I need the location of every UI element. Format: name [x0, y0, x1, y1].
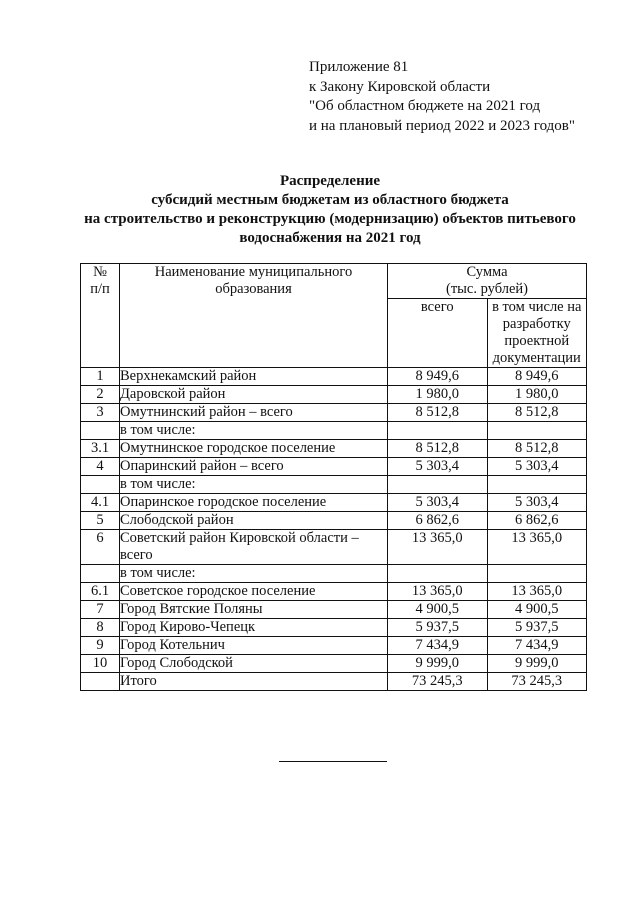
- header-sum-line-2: (тыс. рублей): [446, 281, 528, 297]
- row-number: [81, 565, 120, 583]
- row-total: 9 999,0: [388, 655, 488, 673]
- row-total: 73 245,3: [388, 673, 488, 691]
- row-name: Верхнекамский район: [120, 368, 388, 386]
- row-design: 1 980,0: [487, 386, 587, 404]
- header-name-line-1: Наименование муниципального: [154, 264, 353, 280]
- row-number: [81, 422, 120, 440]
- row-number: 8: [81, 619, 120, 637]
- row-total: 5 303,4: [388, 494, 488, 512]
- row-total: 13 365,0: [388, 530, 488, 565]
- row-total: 13 365,0: [388, 583, 488, 601]
- row-number: [81, 673, 120, 691]
- row-name: Итого: [120, 673, 388, 691]
- table-header: [81, 264, 587, 368]
- row-number: [81, 476, 120, 494]
- table-row: [81, 565, 587, 583]
- table-body: [81, 368, 587, 691]
- row-total: [388, 422, 488, 440]
- row-total: 8 512,8: [388, 440, 488, 458]
- row-name: [120, 530, 388, 565]
- row-design: 73 245,3: [487, 673, 587, 691]
- table-row: [81, 637, 587, 655]
- row-name-line-2: всего: [120, 547, 153, 563]
- row-number: 6: [81, 530, 120, 565]
- row-number: 10: [81, 655, 120, 673]
- header-total: [388, 299, 488, 368]
- row-design: 8 512,8: [487, 440, 587, 458]
- row-total: [388, 565, 488, 583]
- row-name-line-1: Советский район Кировской области –: [120, 530, 359, 546]
- row-name: Слободской район: [120, 512, 388, 530]
- row-name: Даровской район: [120, 386, 388, 404]
- table-row: [81, 422, 587, 440]
- table-row: [81, 655, 587, 673]
- title-line-3: на строительство и реконструкцию (модернизацию) объектов питьевого: [84, 211, 576, 227]
- row-design: 9 999,0: [487, 655, 587, 673]
- header-number-line-2: п/п: [90, 281, 110, 297]
- row-number: 4.1: [81, 494, 120, 512]
- row-total: 5 937,5: [388, 619, 488, 637]
- header-sum: [388, 264, 587, 299]
- subsidy-table: [80, 263, 587, 691]
- table-row-total: [81, 673, 587, 691]
- row-number: 3: [81, 404, 120, 422]
- row-design: 13 365,0: [487, 530, 587, 565]
- row-design: 5 303,4: [487, 494, 587, 512]
- table-row: [81, 440, 587, 458]
- row-total: 1 980,0: [388, 386, 488, 404]
- header-number: [81, 264, 120, 368]
- table-row: [81, 619, 587, 637]
- header-total-label: всего: [420, 299, 454, 315]
- row-total: 7 434,9: [388, 637, 488, 655]
- header-design-line-3: проектной: [504, 333, 570, 349]
- row-name: в том числе:: [120, 422, 388, 440]
- table-row: [81, 386, 587, 404]
- header-design: [487, 299, 587, 368]
- row-design: 8 949,6: [487, 368, 587, 386]
- row-number: 5: [81, 512, 120, 530]
- row-name: в том числе:: [120, 565, 388, 583]
- appendix-line-4: и на плановый период 2022 и 2023 годов": [309, 117, 575, 134]
- row-number: 4: [81, 458, 120, 476]
- row-number: 9: [81, 637, 120, 655]
- row-number: 2: [81, 386, 120, 404]
- document-title: [60, 172, 600, 248]
- table-row: [81, 458, 587, 476]
- row-design: 7 434,9: [487, 637, 587, 655]
- header-name: [120, 264, 388, 368]
- header-design-line-4: документации: [492, 350, 581, 366]
- row-total: 4 900,5: [388, 601, 488, 619]
- row-total: 5 303,4: [388, 458, 488, 476]
- title-line-4: водоснабжения на 2021 год: [239, 230, 421, 246]
- row-name: Опаринский район – всего: [120, 458, 388, 476]
- row-total: 8 512,8: [388, 404, 488, 422]
- row-design: 13 365,0: [487, 583, 587, 601]
- table-row: [81, 583, 587, 601]
- row-number: 6.1: [81, 583, 120, 601]
- header-number-line-1: №: [93, 264, 107, 280]
- row-design: 5 937,5: [487, 619, 587, 637]
- table-row: [81, 494, 587, 512]
- row-name: Советское городское поселение: [120, 583, 388, 601]
- table-row: [81, 601, 587, 619]
- header-design-line-1: в том числе на: [492, 299, 582, 315]
- appendix-line-3: "Об областном бюджете на 2021 год: [309, 98, 541, 114]
- row-name: Город Вятские Поляны: [120, 601, 388, 619]
- header-name-line-2: образования: [215, 281, 292, 297]
- table-row: [81, 476, 587, 494]
- row-design: [487, 565, 587, 583]
- title-line-1: Распределение: [279, 173, 381, 189]
- row-design: 8 512,8: [487, 404, 587, 422]
- appendix-line-1: Приложение 81: [309, 59, 409, 75]
- row-total: 6 862,6: [388, 512, 488, 530]
- row-design: [487, 476, 587, 494]
- table-row: [81, 530, 587, 565]
- row-design: 6 862,6: [487, 512, 587, 530]
- row-name: Город Слободской: [120, 655, 388, 673]
- row-design: 4 900,5: [487, 601, 587, 619]
- table-row: [81, 368, 587, 386]
- row-total: [388, 476, 488, 494]
- header-sum-line-1: Сумма: [466, 264, 508, 280]
- table-row: [81, 512, 587, 530]
- row-design: [487, 422, 587, 440]
- header-design-line-2: разработку: [502, 316, 571, 332]
- row-name: в том числе:: [120, 476, 388, 494]
- row-design: 5 303,4: [487, 458, 587, 476]
- row-name: Город Кирово-Чепецк: [120, 619, 388, 637]
- row-name: Омутнинское городское поселение: [120, 440, 388, 458]
- appendix-line-2: к Закону Кировской области: [309, 78, 491, 95]
- row-number: 7: [81, 601, 120, 619]
- row-number: 3.1: [81, 440, 120, 458]
- row-name: Город Котельнич: [120, 637, 388, 655]
- table-row: [81, 404, 587, 422]
- appendix-block: [309, 58, 575, 136]
- footer-divider: [279, 761, 387, 762]
- row-name: Опаринское городское поселение: [120, 494, 388, 512]
- row-name: Омутнинский район – всего: [120, 404, 388, 422]
- title-line-2: субсидий местным бюджетам из областного бюджета: [151, 192, 509, 208]
- row-number: 1: [81, 368, 120, 386]
- row-total: 8 949,6: [388, 368, 488, 386]
